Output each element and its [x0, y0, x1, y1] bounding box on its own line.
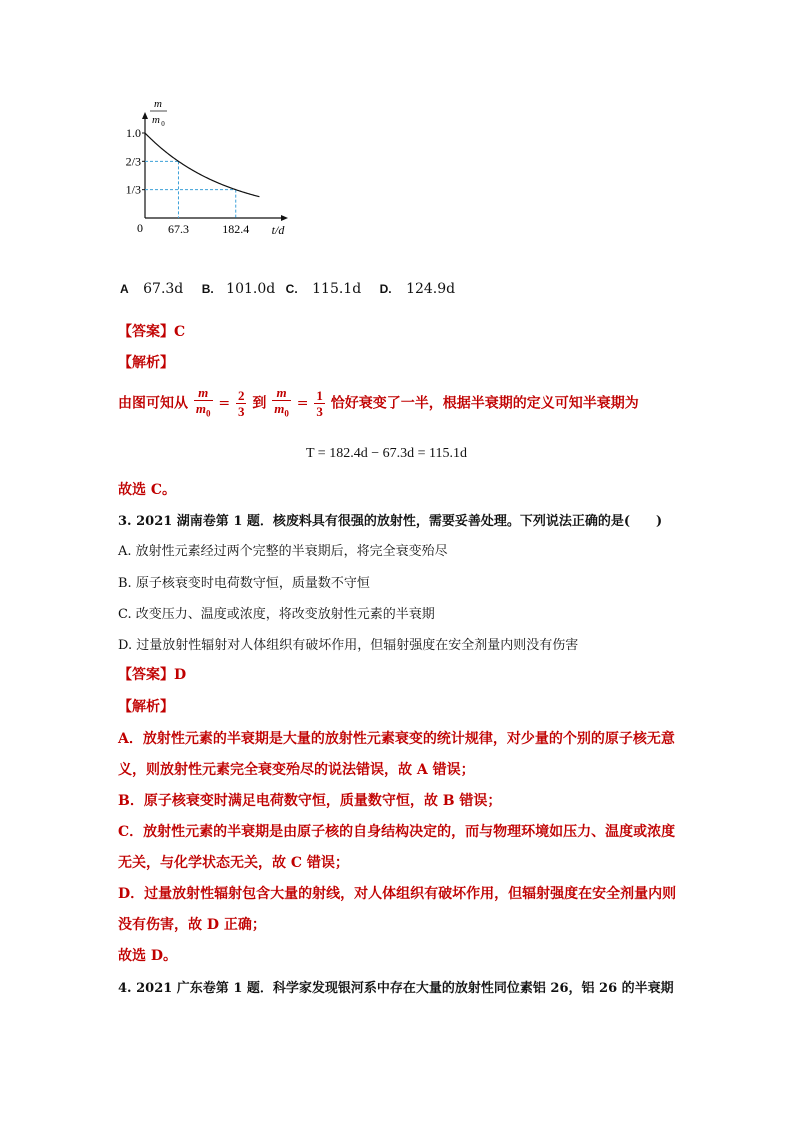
- q3-analysis-line-3: B．原子核衰变时满足电荷数守恒，质量数守恒，故 B 错误；: [118, 793, 502, 809]
- q4-stem: 4. 2021 广东卷第 1 题．科学家发现银河系中存在大量的放射性同位素铝 26，铝 26 的半衰期: [118, 981, 674, 996]
- decay-curve: [145, 133, 259, 197]
- x-axis-arrow: [281, 215, 288, 221]
- y-tick-label-1: 2/3: [125, 154, 141, 169]
- expl-pre: 由图可知从: [118, 395, 188, 412]
- q3-option-a: A. 放射性元素经过两个完整的半衰期后，将完全衰变殆尽: [118, 544, 448, 559]
- y-label-subscript: 0: [161, 120, 165, 128]
- q3-analysis-label: 【解析】: [118, 699, 174, 715]
- answer-value: C: [174, 324, 186, 340]
- equals-sign-2: =: [296, 395, 309, 412]
- option-a-value: 67.3d: [143, 281, 184, 297]
- q3-answer-line: [118, 664, 186, 684]
- x-tick-label-1: 182.4: [222, 222, 250, 236]
- expl-mid: 到: [252, 395, 267, 412]
- q3-analysis-line-7: 没有伤害，故 D 正确；: [118, 917, 266, 933]
- option-b-value: 101.0d: [226, 281, 276, 297]
- q3-option-c: C. 改变压力、温度或浓度，将改变放射性元素的半衰期: [118, 607, 435, 622]
- q3-analysis-line-1: A．放射性元素的半衰期是大量的放射性元素衰变的统计规律，对少量的个别的原子核无意: [118, 731, 675, 747]
- q3-analysis-line-6: D．过量放射性辐射包含大量的射线，对人体组织有破坏作用，但辐射强度在安全剂量内则: [118, 886, 677, 902]
- q3-answer-value: D: [174, 667, 187, 683]
- option-a-letter: A: [120, 282, 129, 296]
- y-label-denominator: m: [152, 114, 160, 126]
- decay-chart: [110, 95, 300, 245]
- option-d-value: 124.9d: [406, 281, 456, 297]
- q3-conclusion: 故选 D。: [118, 948, 178, 964]
- answer-line: [118, 321, 185, 341]
- q3-analysis-line-5: 无关，与化学状态无关，故 C 错误；: [118, 855, 349, 871]
- y-tick-label-0: 1.0: [126, 126, 141, 140]
- fraction-two-thirds: $\frac{2}{3}$: [237, 387, 245, 419]
- origin-label: 0: [137, 221, 143, 235]
- q3-stem: 3. 2021 湖南卷第 1 题．核废料具有很强的放射性，需要妥善处理。下列说法正确的是( ): [118, 514, 663, 529]
- y-label-numerator: m: [154, 98, 162, 110]
- formula: T = 182.4d − 67.3d = 115.1d: [306, 446, 467, 461]
- x-tick-label-0: 67.3: [167, 222, 189, 236]
- options-row: [120, 281, 455, 297]
- equals-sign: =: [218, 395, 231, 412]
- x-axis-label: t/d: [271, 223, 285, 237]
- option-d-letter: D.: [379, 282, 392, 296]
- answer-label: 【答案】: [118, 324, 174, 340]
- y-axis-arrow: [142, 112, 148, 119]
- option-c-value: 115.1d: [312, 281, 362, 297]
- q3-analysis-line-2: 义，则放射性元素完全衰变殆尽的说法错误，故 A 错误；: [118, 762, 475, 778]
- q3-analysis-line-4: C．放射性元素的半衰期是由原子核的自身结构决定的，而与物理环境如压力、温度或浓度: [118, 824, 676, 840]
- q3-option-d: D. 过量放射性辐射对人体组织有破坏作用，但辐射强度在安全剂量内则没有伤害: [118, 638, 579, 653]
- option-c-letter: C.: [285, 282, 298, 296]
- expl-post: 恰好衰变了一半，根据半衰期的定义可知半衰期为: [330, 395, 639, 412]
- y-tick-label-2: 1/3: [125, 182, 141, 197]
- q3-answer-label: 【答案】: [118, 667, 174, 683]
- analysis-label: 【解析】: [118, 355, 174, 371]
- conclusion: 故选 C。: [118, 482, 177, 498]
- option-b-letter: B.: [201, 282, 214, 296]
- fraction-m-over-m0-b: $\frac{m}{m_0}$: [274, 385, 289, 419]
- fraction-one-third: $\frac{1}{3}$: [316, 387, 323, 419]
- fraction-m-over-m0-a: $\frac{m}{m_0}$: [195, 385, 211, 419]
- explanation-line: [118, 385, 639, 422]
- q3-option-b: B. 原子核衰变时电荷数守恒，质量数不守恒: [118, 576, 370, 591]
